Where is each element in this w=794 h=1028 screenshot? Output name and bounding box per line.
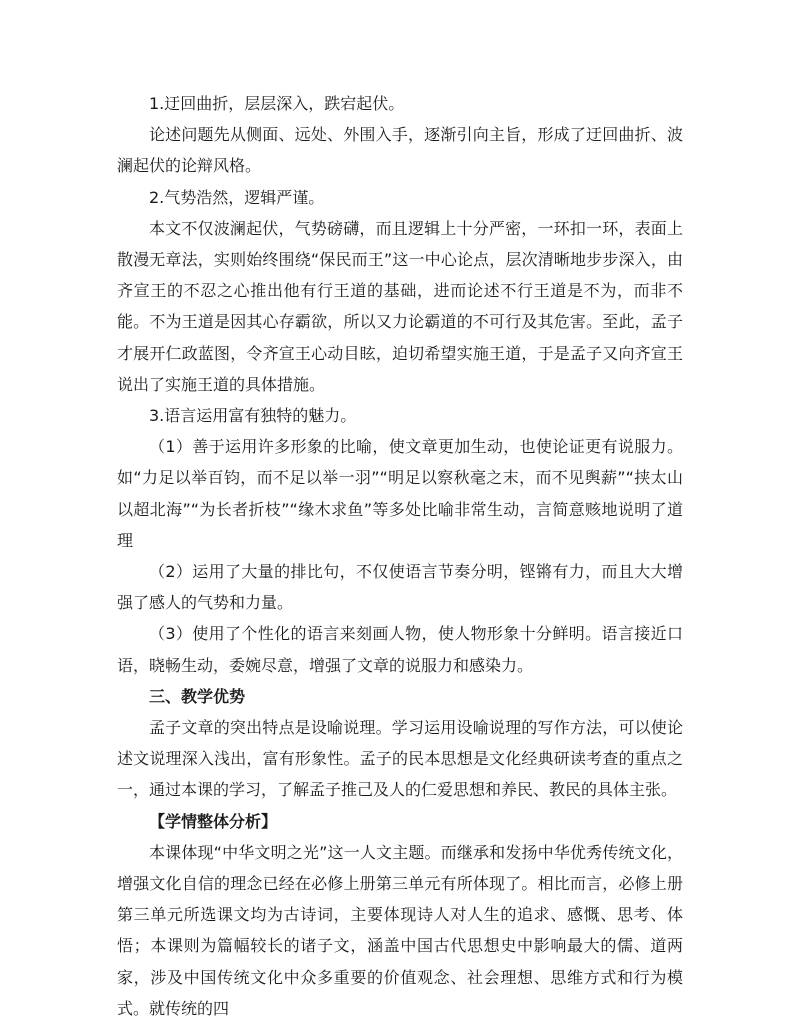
section-heading-student-analysis: 【学情整体分析】 xyxy=(149,811,278,831)
heading-point-3: 3.语言运用富有独特的魅力。 xyxy=(149,406,357,426)
heading-point-1: 1.迂回曲折，层层深入，跌宕起伏。 xyxy=(149,94,405,113)
paragraph-point-3-item-1: （1）善于运用许多形象的比喻，使文章更加生动，也使论证更有说服力。如“力足以举百钧，而不足以举一羽”“明足以察秋毫之末，而不见舆薪”“挟太山以超北海”“为长者折枝”“缘木求鱼”等多处比喻非常生动，言简意赅地说明了道理 xyxy=(117,437,683,550)
paragraph-point-3-item-3: （3）使用了个性化的语言来刻画人物，使人物形象十分鲜明。语言接近口语，晓畅生动，委婉尽意，增强了文章的说服力和感染力。 xyxy=(117,624,683,675)
paragraph-teaching-advantages: 孟子文章的突出特点是设喻说理。学习运用设喻说理的写作方法，可以使论述文说理深入浅出，富有形象性。孟子的民本思想是文化经典研读考查的重点之一，通过本课的学习，了解孟子推己及人的仁爱思想和养民、教民的具体主张。 xyxy=(117,718,683,800)
heading-point-2: 2.气势浩然，逻辑严谨。 xyxy=(149,187,325,207)
section-heading-teaching-advantages: 三、教学优势 xyxy=(149,686,246,706)
document-page xyxy=(117,88,683,1024)
paragraph-student-analysis: 本课体现“中华文明之光”这一人文主题。而继承和发扬中华优秀传统文化，增强文化自信的理念已经在必修上册第三单元有所体现了。相比而言，必修上册第三单元所选课文均为古诗词，主要体现诗人对人生的追求、感慨、思考、体悟；本课则为篇幅较长的诸子文，涵盖中国古代思想史中影响最大的儒、道两家，涉及中国传统文化中众多重要的价值观念、社会理想、思维方式和行为模式。就传统的四 xyxy=(117,842,683,1018)
paragraph-point-1-body: 论述问题先从侧面、远处、外围入手，逐渐引向主旨，形成了迂回曲折、波澜起伏的论辩风格。 xyxy=(117,125,683,176)
paragraph-point-3-item-2: （2）运用了大量的排比句，不仅使语言节奏分明，铿锵有力，而且大大增强了感人的气势和力量。 xyxy=(117,562,683,613)
paragraph-point-2-body: 本文不仅波澜起伏，气势磅礴，而且逻辑上十分严密，一环扣一环，表面上散漫无章法，实则始终围绕“保民而王”这一中心论点，层次清晰地步步深入，由齐宣王的不忍之心推出他有行王道的基础，进而论述不行王道是不为，而非不能。不为王道是因其心存霸欲，所以又力论霸道的不可行及其危害。至此，孟子才展开仁政蓝图，令齐宣王心动目眩，迫切希望实施王道，于是孟子又向齐宣王说出了实施王道的具体措施。 xyxy=(117,218,683,394)
